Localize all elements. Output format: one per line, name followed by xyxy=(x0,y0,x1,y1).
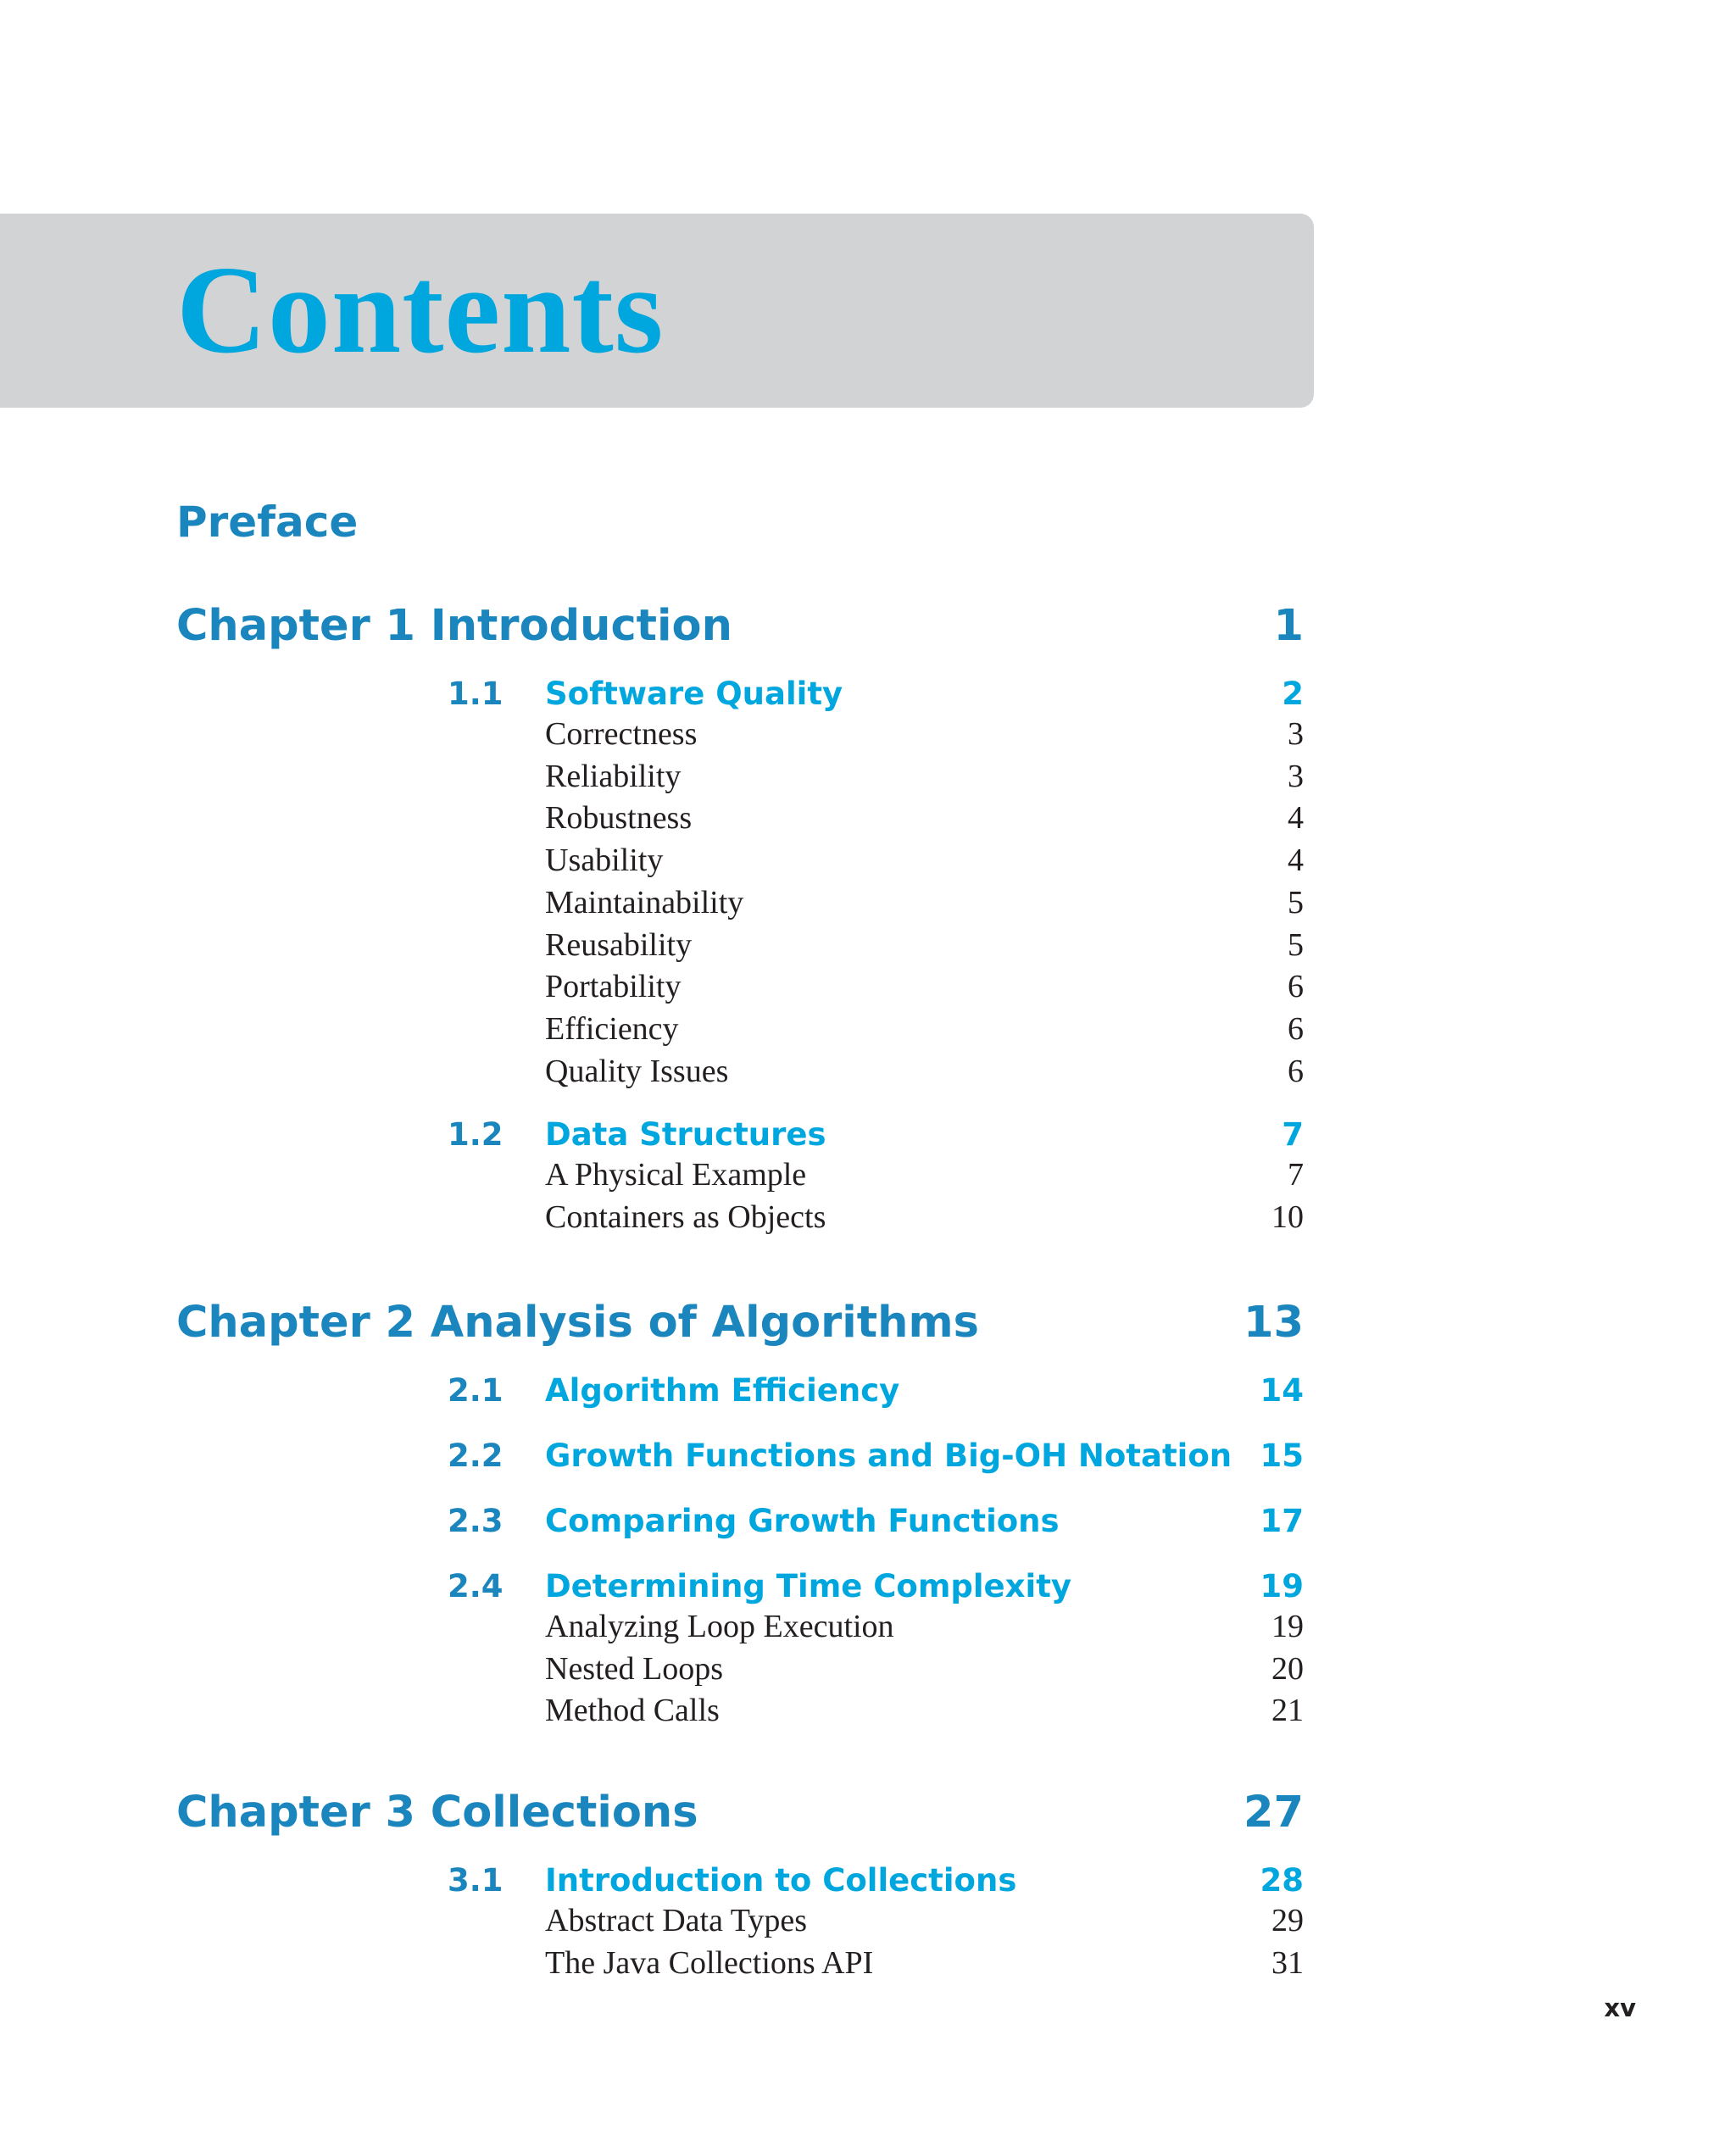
subsection-page-number: 7 xyxy=(1288,1157,1304,1193)
section-page-number: 15 xyxy=(1260,1438,1304,1474)
subsection-page-number: 5 xyxy=(1288,927,1304,963)
section-title[interactable]: Introduction to Collections xyxy=(545,1862,1017,1899)
subsection-page-number: 6 xyxy=(1288,1054,1304,1089)
page-title: Contents xyxy=(176,241,665,380)
section-page-number: 17 xyxy=(1260,1503,1304,1539)
subsection-title[interactable]: Efficiency xyxy=(545,1011,679,1047)
section-number: 1.1 xyxy=(448,676,504,712)
section-page-number: 2 xyxy=(1282,676,1304,712)
section-number: 1.2 xyxy=(448,1116,504,1154)
subsection-title[interactable]: Abstract Data Types xyxy=(545,1903,807,1938)
subsection-page-number: 6 xyxy=(1288,1011,1304,1047)
section-page-number: 19 xyxy=(1260,1568,1304,1604)
subsection-page-number: 10 xyxy=(1271,1199,1304,1235)
subsection-page-number: 3 xyxy=(1288,716,1304,752)
subsection-title[interactable]: Method Calls xyxy=(545,1693,720,1728)
chapter-page-number: 27 xyxy=(1244,1788,1304,1838)
section-page-number: 28 xyxy=(1260,1862,1304,1899)
section-number: 2.4 xyxy=(448,1568,504,1604)
subsection-title[interactable]: Nested Loops xyxy=(545,1651,724,1687)
section-page-number: 14 xyxy=(1260,1372,1304,1409)
subsection-title[interactable]: Analyzing Loop Execution xyxy=(545,1609,894,1644)
subsection-title[interactable]: Reliability xyxy=(545,759,682,794)
subsection-page-number: 4 xyxy=(1288,842,1304,878)
subsection-title[interactable]: Maintainability xyxy=(545,885,744,920)
chapter-title[interactable]: Chapter 3 Collections xyxy=(176,1788,698,1838)
subsection-title[interactable]: Usability xyxy=(545,842,664,878)
section-number: 2.3 xyxy=(448,1503,504,1539)
subsection-page-number: 3 xyxy=(1288,759,1304,794)
section-title[interactable]: Algorithm Efficiency xyxy=(545,1372,900,1409)
page-number: xv xyxy=(1604,1994,1636,2022)
chapter-page-number: 1 xyxy=(1273,601,1304,651)
subsection-title[interactable]: A Physical Example xyxy=(545,1157,807,1193)
subsection-title[interactable]: Robustness xyxy=(545,800,693,836)
subsection-page-number: 20 xyxy=(1271,1651,1304,1687)
chapter-title[interactable]: Chapter 1 Introduction xyxy=(176,601,732,651)
subsection-page-number: 4 xyxy=(1288,800,1304,836)
section-number: 2.2 xyxy=(448,1438,504,1474)
subsection-page-number: 5 xyxy=(1288,885,1304,920)
subsection-page-number: 31 xyxy=(1271,1945,1304,1981)
subsection-page-number: 19 xyxy=(1271,1609,1304,1644)
section-title[interactable]: Data Structures xyxy=(545,1116,826,1154)
chapter-page-number: 13 xyxy=(1244,1298,1304,1348)
subsection-title[interactable]: Reusability xyxy=(545,927,693,963)
section-title[interactable]: Software Quality xyxy=(545,676,843,712)
section-number: 3.1 xyxy=(448,1862,504,1899)
section-number: 2.1 xyxy=(448,1372,504,1409)
subsection-title[interactable]: The Java Collections API xyxy=(545,1945,874,1981)
subsection-title[interactable]: Portability xyxy=(545,969,682,1004)
subsection-title[interactable]: Quality Issues xyxy=(545,1054,729,1089)
section-page-number: 7 xyxy=(1282,1116,1304,1154)
section-title[interactable]: Determining Time Complexity xyxy=(545,1568,1071,1604)
subsection-page-number: 21 xyxy=(1271,1693,1304,1728)
subsection-title[interactable]: Containers as Objects xyxy=(545,1199,826,1235)
subsection-title[interactable]: Correctness xyxy=(545,716,698,752)
toc-preface[interactable]: Preface xyxy=(176,498,359,547)
subsection-page-number: 6 xyxy=(1288,969,1304,1004)
chapter-title[interactable]: Chapter 2 Analysis of Algorithms xyxy=(176,1298,979,1348)
section-title[interactable]: Comparing Growth Functions xyxy=(545,1503,1060,1539)
section-title[interactable]: Growth Functions and Big-OH Notation xyxy=(545,1438,1232,1474)
subsection-page-number: 29 xyxy=(1271,1903,1304,1938)
